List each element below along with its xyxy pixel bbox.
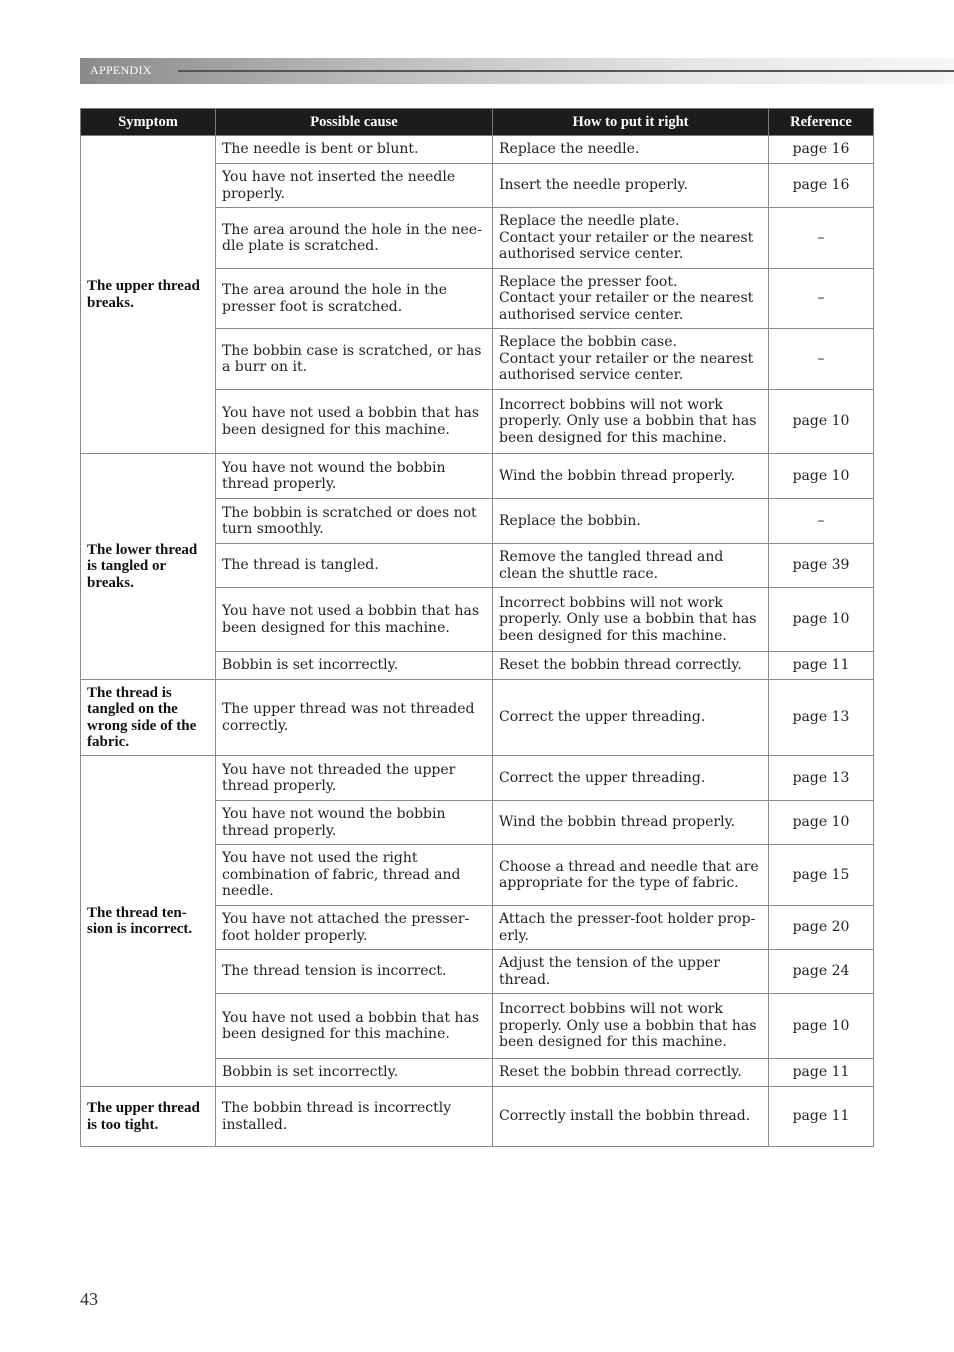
fix-cell: Incorrect bobbins will not work properly. Only use a bobbin that has been designed for this machine. [493,390,769,454]
table-body [81,136,874,1147]
reference-cell: page 10 [769,390,874,454]
cause-cell: You have not attached the presser-foot holder properly. [216,906,493,950]
fix-cell: Replace the bobbin case. Contact your retailer or the nearest authorised service center. [493,329,769,390]
cause-cell: The bobbin is scratched or does not turn smoothly. [216,499,493,544]
fix-cell: Insert the needle properly. [493,164,769,208]
fix-cell: Adjust the tension of the upper thread. [493,950,769,994]
fix-cell: Incorrect bobbins will not work properly. Only use a bobbin that has been designed for this machine. [493,994,769,1059]
fix-cell: Incorrect bobbins will not work properly. Only use a bobbin that has been designed for this machine. [493,588,769,652]
reference-cell: page 15 [769,845,874,906]
reference-cell: page 13 [769,756,874,801]
cause-cell: You have not wound the bobbin thread properly. [216,801,493,845]
reference-cell: – [769,329,874,390]
reference-cell: – [769,499,874,544]
reference-cell: page 20 [769,906,874,950]
reference-cell: page 10 [769,801,874,845]
fix-cell: Reset the bobbin thread correctly. [493,652,769,680]
table-header-row [81,109,874,136]
cause-cell: You have not used a bobbin that has been designed for this machine. [216,588,493,652]
reference-cell: page 10 [769,994,874,1059]
symptom-cell: The thread is tangled on the wrong side of the fabric. [81,680,216,756]
reference-cell: page 11 [769,1059,874,1087]
reference-cell: page 16 [769,136,874,164]
fix-cell: Correct the upper threading. [493,756,769,801]
section-header-bar [80,58,954,84]
cause-cell: The thread is tangled. [216,544,493,588]
fix-cell: Wind the bobbin thread properly. [493,454,769,499]
reference-cell: page 13 [769,680,874,756]
cause-cell: You have not used the right combination of fabric, thread and needle. [216,845,493,906]
reference-cell: page 11 [769,1087,874,1147]
cause-cell: The bobbin thread is incorrectly installed. [216,1087,493,1147]
column-header: How to put it right [493,109,769,136]
cause-cell: The bobbin case is scratched, or has a burr on it. [216,329,493,390]
column-header: Possible cause [216,109,493,136]
symptom-cell: The upper thread breaks. [81,136,216,454]
cause-cell: You have not used a bobbin that has been designed for this machine. [216,994,493,1059]
reference-cell: page 24 [769,950,874,994]
cause-cell: Bobbin is set incorrectly. [216,652,493,680]
cause-cell: The area around the hole in the nee-dle plate is scratched. [216,208,493,269]
fix-cell: Correct the upper threading. [493,680,769,756]
reference-cell: – [769,208,874,269]
symptom-cell: The lower thread is tangled or breaks. [81,454,216,680]
symptom-cell: The upper thread is too tight. [81,1087,216,1147]
cause-cell: Bobbin is set incorrectly. [216,1059,493,1087]
cause-cell: The upper thread was not threaded correctly. [216,680,493,756]
cause-cell: The area around the hole in the presser foot is scratched. [216,269,493,329]
fix-cell: Replace the needle plate. Contact your retailer or the nearest authorised service center. [493,208,769,269]
fix-cell: Wind the bobbin thread properly. [493,801,769,845]
cause-cell: You have not wound the bobbin thread properly. [216,454,493,499]
table-row [81,1087,874,1147]
fix-cell: Correctly install the bobbin thread. [493,1087,769,1147]
troubleshooting-table [80,108,874,1147]
fix-cell: Replace the needle. [493,136,769,164]
page-number: 43 [80,1289,98,1309]
cause-cell: The needle is bent or blunt. [216,136,493,164]
column-header: Symptom [81,109,216,136]
reference-cell: page 39 [769,544,874,588]
table-row [81,680,874,756]
fix-cell: Remove the tangled thread and clean the shuttle race. [493,544,769,588]
header-rule [178,70,954,72]
fix-cell: Choose a thread and needle that are appropriate for the type of fabric. [493,845,769,906]
table-row [81,454,874,499]
fix-cell: Replace the bobbin. [493,499,769,544]
reference-cell: – [769,269,874,329]
table-row [81,136,874,164]
cause-cell: You have not used a bobbin that has been designed for this machine. [216,390,493,454]
fix-cell: Attach the presser-foot holder prop-erly. [493,906,769,950]
table-row [81,756,874,801]
fix-cell: Reset the bobbin thread correctly. [493,1059,769,1087]
cause-cell: You have not threaded the upper thread properly. [216,756,493,801]
reference-cell: page 16 [769,164,874,208]
reference-cell: page 10 [769,454,874,499]
symptom-cell: The thread ten-sion is incorrect. [81,756,216,1087]
cause-cell: You have not inserted the needle properly. [216,164,493,208]
reference-cell: page 11 [769,652,874,680]
cause-cell: The thread tension is incorrect. [216,950,493,994]
column-header: Reference [769,109,874,136]
reference-cell: page 10 [769,588,874,652]
fix-cell: Replace the presser foot. Contact your retailer or the nearest authorised service center. [493,269,769,329]
section-label: APPENDIX [90,63,152,77]
